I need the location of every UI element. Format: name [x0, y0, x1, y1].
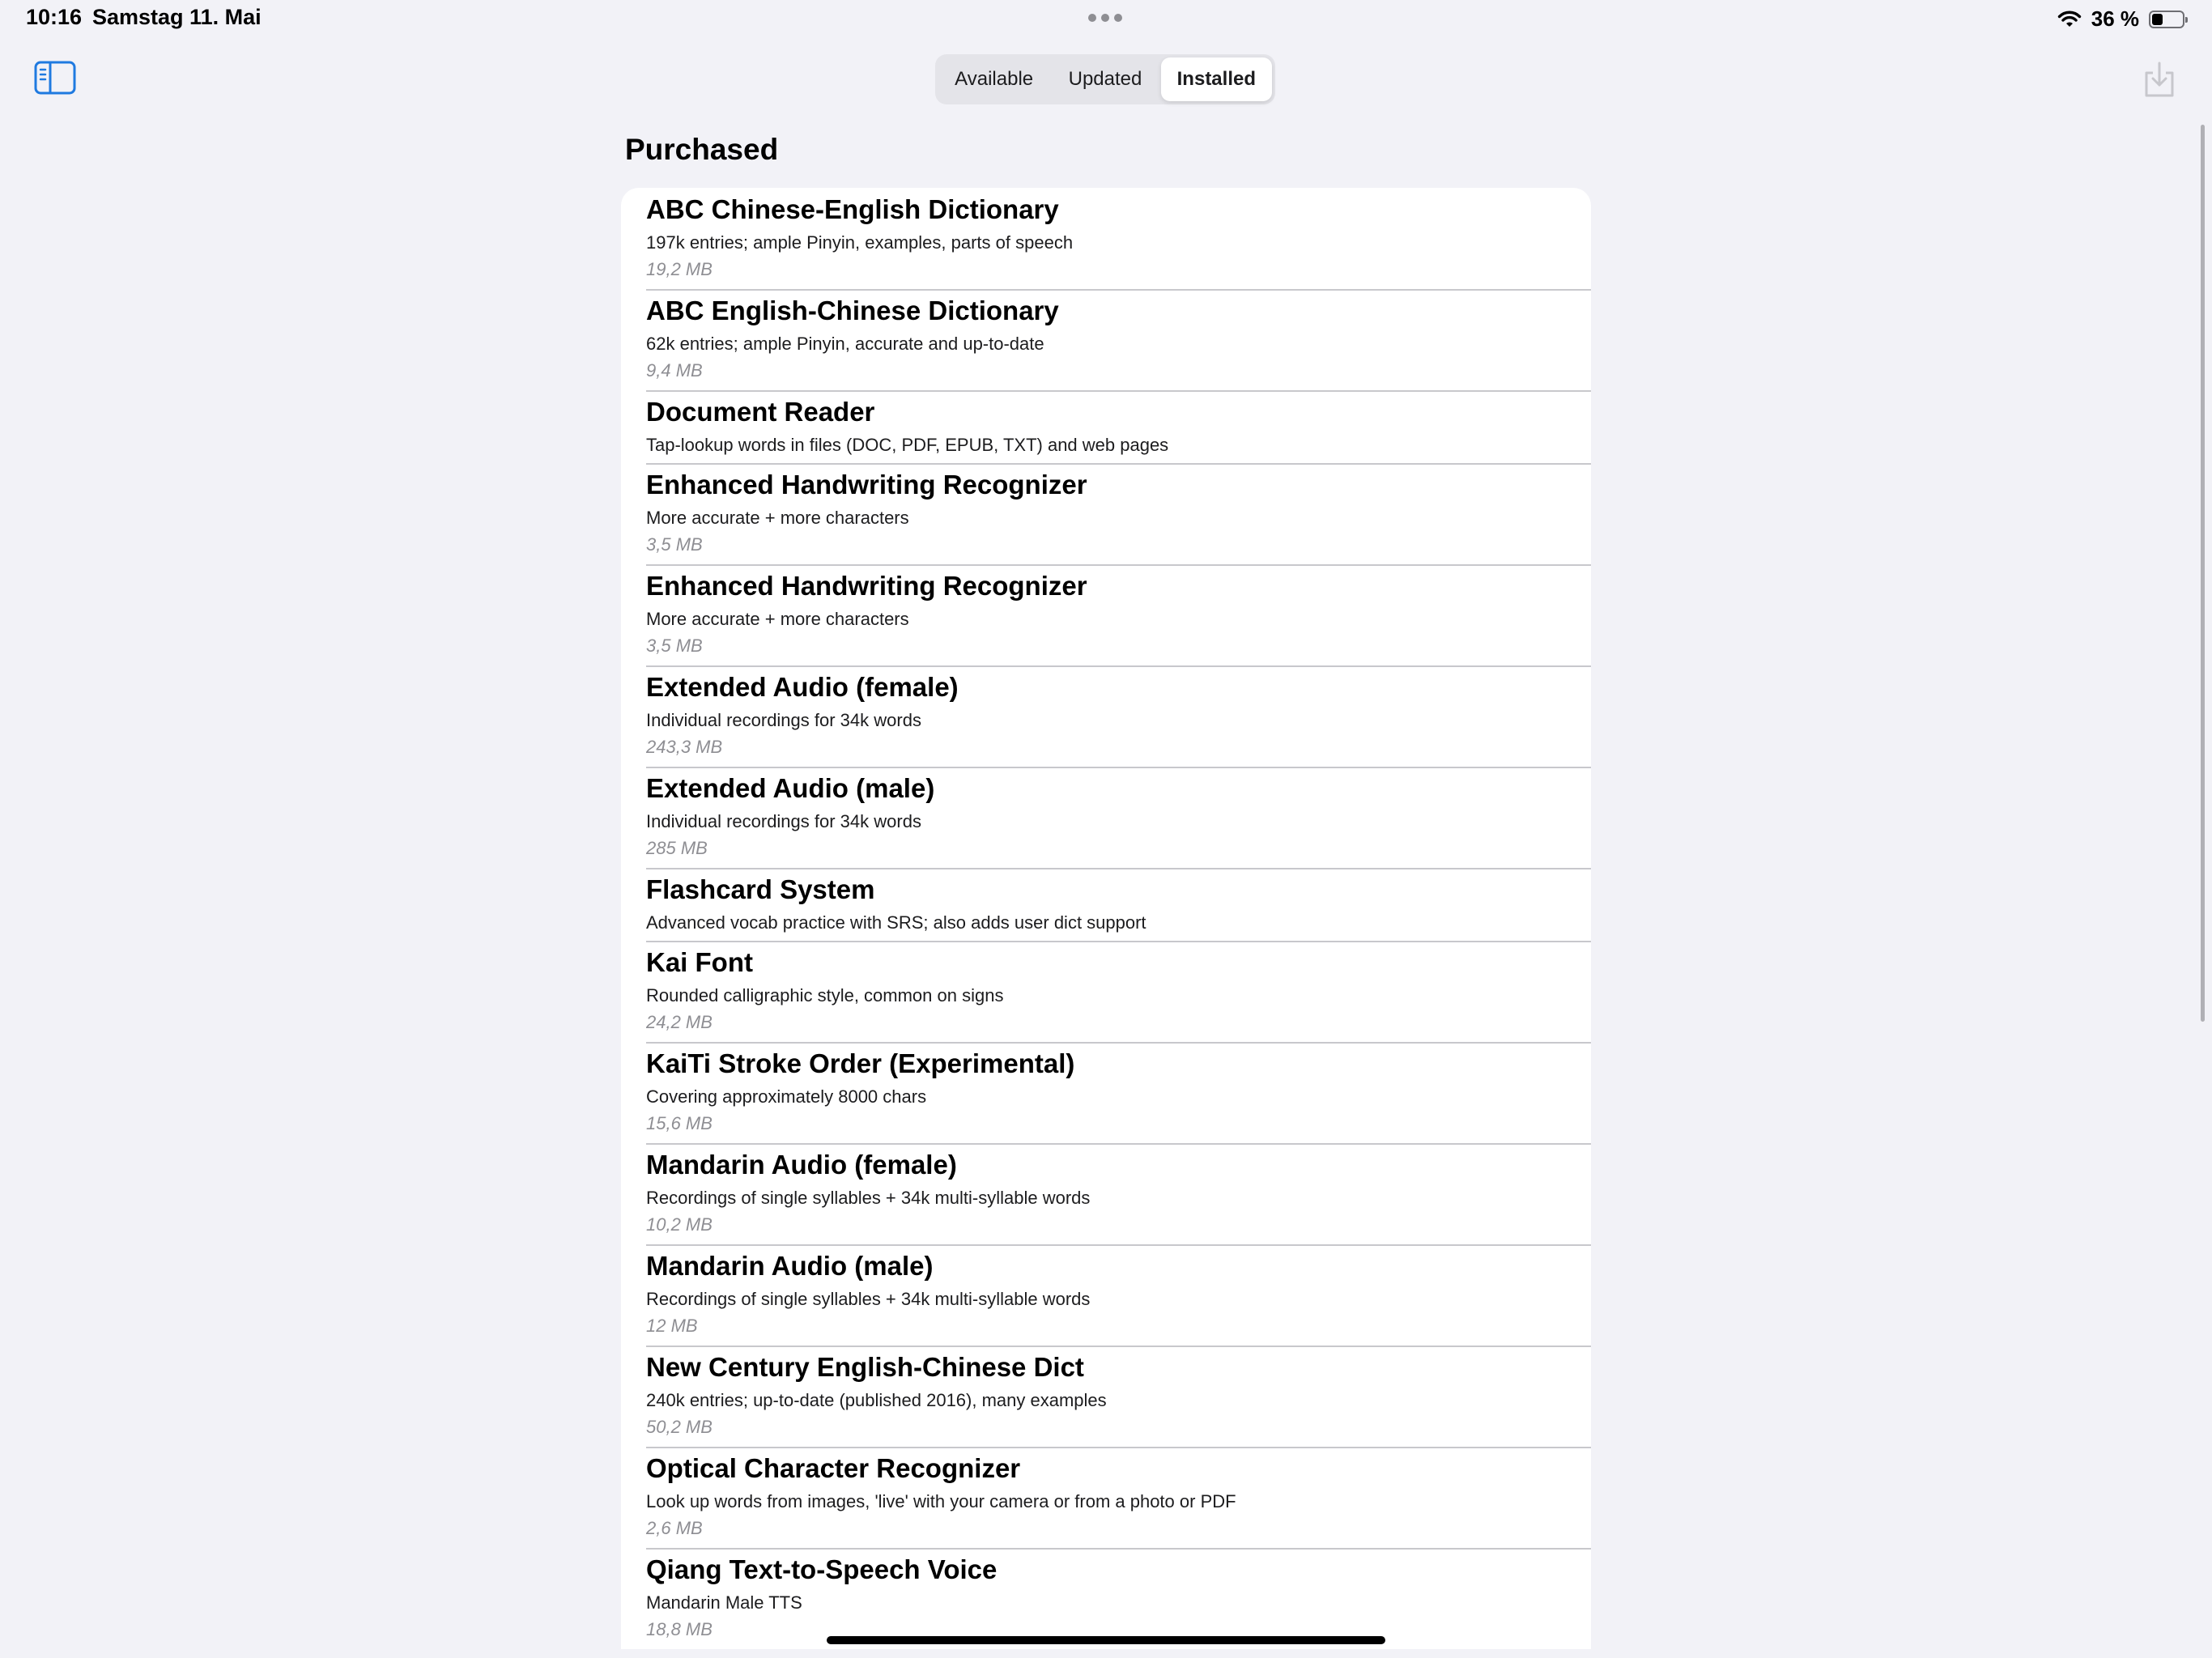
item-size: 18,8 MB — [646, 1619, 713, 1639]
item-title: ABC Chinese-English Dictionary — [646, 194, 1059, 224]
item-subtitle: Mandarin Male TTS — [646, 1592, 802, 1613]
item-title: KaiTi Stroke Order (Experimental) — [646, 1048, 1075, 1078]
multitasking-dots-icon[interactable] — [1088, 14, 1122, 22]
item-size: 10,2 MB — [646, 1214, 713, 1235]
item-size: 19,2 MB — [646, 259, 713, 279]
item-subtitle: Look up words from images, 'live' with your camera or from a photo or PDF — [646, 1491, 1236, 1511]
list-item[interactable] — [621, 1244, 1591, 1346]
item-subtitle: Individual recordings for 34k words — [646, 811, 921, 831]
item-subtitle: Individual recordings for 34k words — [646, 710, 921, 730]
list-item[interactable] — [621, 390, 1591, 463]
item-size: 3,5 MB — [646, 636, 703, 656]
item-title: Enhanced Handwriting Recognizer — [646, 571, 1087, 601]
item-size: 2,6 MB — [646, 1518, 703, 1538]
home-indicator[interactable] — [827, 1636, 1385, 1644]
list-item[interactable] — [621, 665, 1591, 767]
item-size: 24,2 MB — [646, 1012, 713, 1032]
item-title: Document Reader — [646, 397, 875, 427]
filter-segmented-control — [935, 54, 1275, 104]
item-title: New Century English-Chinese Dict — [646, 1352, 1084, 1382]
item-subtitle: 62k entries; ample Pinyin, accurate and up-to-date — [646, 334, 1044, 354]
status-date: Samstag 11. Mai — [92, 5, 262, 29]
item-size: 9,4 MB — [646, 360, 703, 380]
list-item[interactable] — [621, 1143, 1591, 1244]
sidebar-icon — [34, 60, 76, 96]
download-button[interactable] — [2142, 60, 2176, 99]
item-subtitle: Rounded calligraphic style, common on signs — [646, 985, 1004, 1005]
list-item[interactable] — [621, 941, 1591, 1042]
item-size: 12 MB — [646, 1316, 698, 1336]
purchased-list — [621, 188, 1591, 1649]
list-item[interactable] — [621, 188, 1591, 289]
segment-updated[interactable]: Updated — [1068, 68, 1142, 90]
status-time: 10:16 — [26, 5, 83, 29]
segment-available[interactable]: Available — [955, 68, 1034, 90]
item-title: Qiang Text-to-Speech Voice — [646, 1554, 998, 1584]
item-subtitle: 240k entries; up-to-date (published 2016), many examples — [646, 1390, 1107, 1410]
item-size: 285 MB — [646, 838, 708, 858]
list-item[interactable] — [621, 1447, 1591, 1548]
list-item[interactable] — [621, 1548, 1591, 1649]
item-subtitle: Advanced vocab practice with SRS; also adds user dict support — [646, 912, 1146, 933]
item-subtitle: Recordings of single syllables + 34k multi-syllable words — [646, 1289, 1091, 1309]
download-icon — [2142, 60, 2176, 99]
item-title: ABC English-Chinese Dictionary — [646, 295, 1059, 325]
item-size: 243,3 MB — [646, 737, 723, 757]
item-subtitle: Tap-lookup words in files (DOC, PDF, EPUB, TXT) and web pages — [646, 435, 1169, 455]
item-title: Kai Font — [646, 947, 753, 977]
item-title: Extended Audio (male) — [646, 773, 935, 803]
wifi-icon — [2057, 10, 2082, 29]
item-subtitle: Recordings of single syllables + 34k multi-syllable words — [646, 1188, 1091, 1208]
item-size: 15,6 MB — [646, 1113, 713, 1133]
section-title: Purchased — [625, 133, 779, 166]
list-item[interactable] — [621, 868, 1591, 941]
list-item[interactable] — [621, 463, 1591, 564]
item-size: 3,5 MB — [646, 534, 703, 555]
item-subtitle: More accurate + more characters — [646, 609, 909, 629]
scrollbar[interactable] — [2201, 125, 2205, 1022]
item-subtitle: More accurate + more characters — [646, 508, 909, 528]
battery-icon — [2149, 11, 2184, 28]
status-indicators — [2057, 6, 2184, 32]
item-title: Extended Audio (female) — [646, 672, 959, 702]
item-title: Mandarin Audio (male) — [646, 1251, 934, 1281]
list-item[interactable] — [621, 1346, 1591, 1447]
list-item[interactable] — [621, 289, 1591, 390]
item-title: Flashcard System — [646, 874, 875, 904]
list-item[interactable] — [621, 564, 1591, 665]
list-item[interactable] — [621, 767, 1591, 868]
battery-level-fill — [2152, 14, 2163, 25]
item-title: Optical Character Recognizer — [646, 1453, 1021, 1483]
status-bar — [0, 0, 2212, 39]
segment-installed[interactable]: Installed — [1161, 57, 1272, 101]
list-item[interactable] — [621, 1042, 1591, 1143]
item-subtitle: 197k entries; ample Pinyin, examples, parts of speech — [646, 232, 1074, 253]
item-size: 50,2 MB — [646, 1417, 713, 1437]
sidebar-toggle-button[interactable] — [34, 60, 76, 96]
battery-percentage: 36 % — [2091, 6, 2139, 31]
item-title: Mandarin Audio (female) — [646, 1150, 957, 1180]
item-subtitle: Covering approximately 8000 chars — [646, 1086, 927, 1107]
item-title: Enhanced Handwriting Recognizer — [646, 470, 1087, 500]
